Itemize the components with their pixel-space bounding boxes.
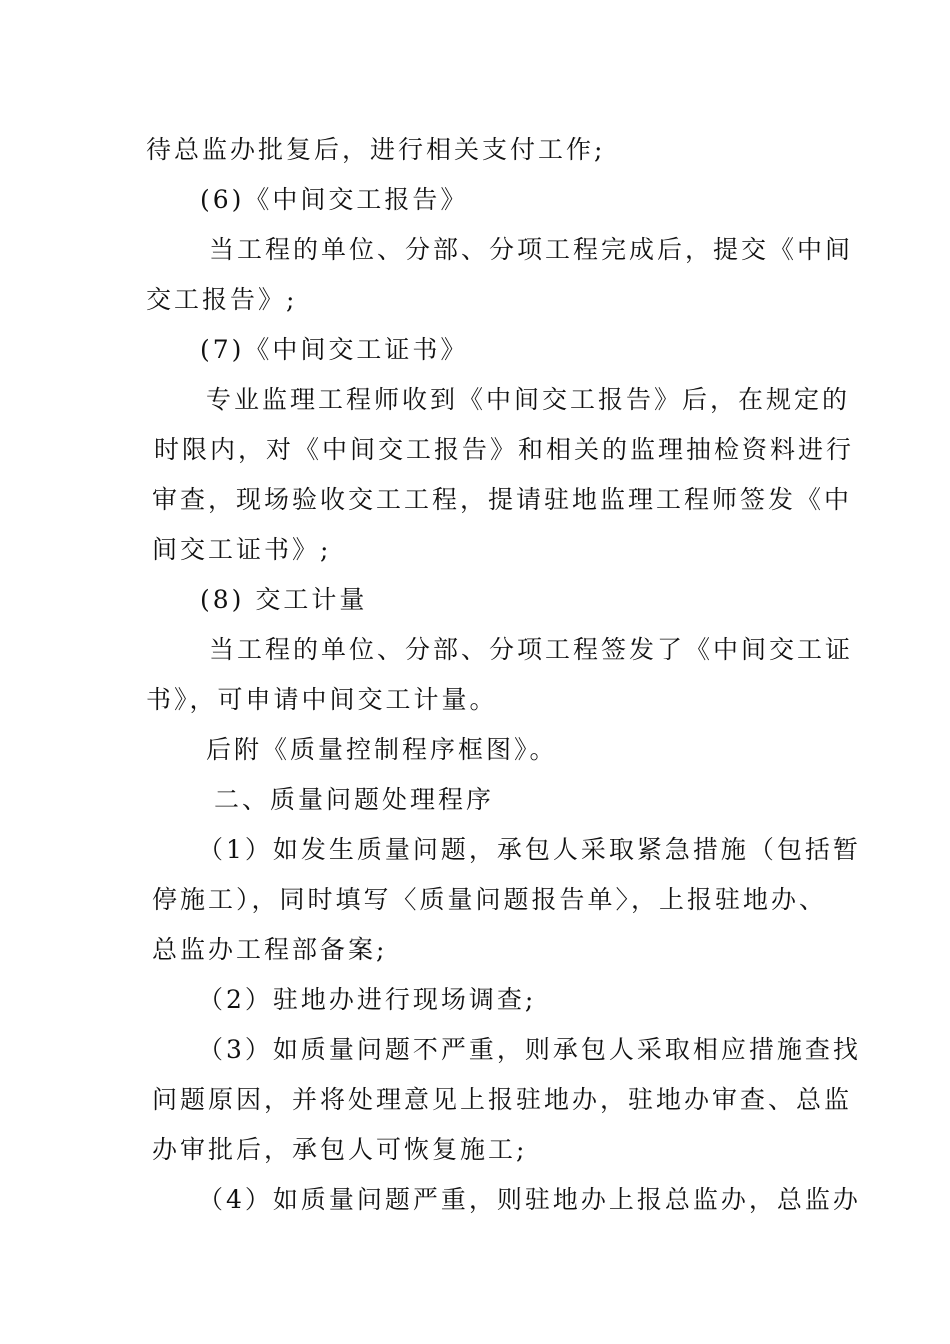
text-line: 问题原因，并将处理意见上报驻地办，驻地办审查、总监 [152, 1085, 853, 1114]
text-line: （4）如质量问题严重，则驻地办上报总监办，总监办 [198, 1185, 861, 1214]
text-line: 审查，现场验收交工工程，提请驻地监理工程师签发《中 [152, 485, 853, 514]
section-heading: 二、质量问题处理程序 [214, 785, 495, 814]
text-line: 间交工证书》; [152, 535, 332, 564]
text-line: 交工报告》; [146, 285, 298, 314]
text-line: 书》，可申请中间交工计量。 [146, 685, 498, 714]
text-line: 停施工），同时填写〈质量问题报告单〉，上报驻地办、 [152, 885, 828, 914]
text-line: （1）如发生质量问题，承包人采取紧急措施（包括暂 [198, 835, 861, 864]
text-line: 当工程的单位、分部、分项工程签发了《中间交工证 [209, 635, 854, 664]
text-line: （3）如质量问题不严重，则承包人采取相应措施查找 [198, 1035, 861, 1064]
text-line: 办审批后，承包人可恢复施工; [152, 1135, 528, 1164]
section-heading: (6)《中间交工报告》 [200, 185, 469, 214]
section-heading: (8) 交工计量 [200, 585, 368, 614]
text-line: 待总监办批复后，进行相关支付工作; [146, 135, 606, 164]
text-line: 后附《质量控制程序框图》。 [206, 735, 558, 764]
text-line: 当工程的单位、分部、分项工程完成后，提交《中间 [209, 235, 854, 264]
text-line: 时限内，对《中间交工报告》和相关的监理抽检资料进行 [154, 435, 855, 464]
text-line: 总监办工程部备案; [152, 935, 388, 964]
section-heading: (7)《中间交工证书》 [200, 335, 469, 364]
text-line: 专业监理工程师收到《中间交工报告》后，在规定的 [206, 385, 851, 414]
text-line: （2）驻地办进行现场调查; [198, 985, 537, 1014]
